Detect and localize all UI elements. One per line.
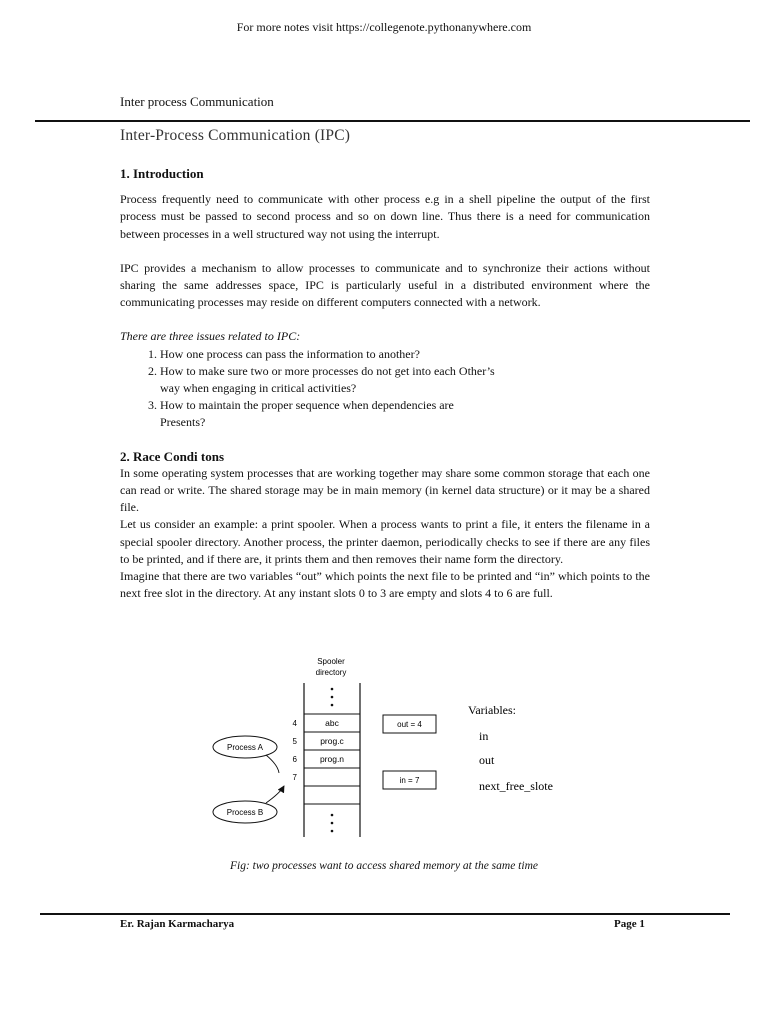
variables-title: Variables: (468, 703, 516, 717)
ellipsis-bottom (331, 814, 334, 833)
race-paragraph-3: Imagine that there are two variables “out” which points the next file to be printed and “in” which points to the next free slot in the directory. At any instant slots 0 to 3 are empty and slots 4 to 6 are full. (120, 569, 650, 601)
list-item: 1. How one process can pass the information to another? (160, 346, 500, 363)
header-note: For more notes visit https://collegenote.pythonanywhere.com (236, 20, 532, 34)
list-item: 2. How to make sure two or more processes do not get into each Other’s way when engaging in critical activities? (160, 363, 500, 397)
document-title: Inter-Process Communication (IPC) (120, 127, 351, 144)
race-paragraph-2: Let us consider an example: a print spooler. When a process wants to print a file, it enters the filename in a special spooler directory. Another process, the printer daemon, periodically checks to see if there are any files to be printed, and if there are, it prints them and then removes their name form the directory. (120, 517, 650, 566)
intro-paragraph-2: IPC provides a mechanism to allow processes to communicate and to synchronize their actions without sharing the same addresses space, IPC is particularly useful in a distributed environment where the communicating processes may reside on different computers connected with a network. (120, 260, 650, 310)
issues-title: There are three issues related to IPC: (120, 329, 301, 344)
running-head: Inter process Communication (120, 94, 274, 109)
variable-next-free-slot: next_free_slote (479, 779, 553, 793)
footer-author: Er. Rajan Karmacharya (120, 918, 235, 930)
spooler-figure (200, 655, 580, 845)
slot-index: 5 (292, 737, 297, 746)
slot-name: prog.n (319, 754, 345, 764)
variable-in: in (479, 729, 489, 743)
section-heading-introduction: 1. Introduction (120, 166, 204, 181)
process-b-label: Process B (226, 808, 264, 817)
variable-out: out (479, 753, 495, 767)
slot-name: abc (325, 718, 339, 728)
section-heading-race-conditions: 2. Race Condi tons (120, 448, 225, 464)
process-b-arrow (266, 786, 284, 803)
ellipsis-top (331, 688, 334, 707)
in-variable-label: in = 7 (399, 776, 420, 785)
header-rule (35, 120, 750, 122)
footer-page-number: Page 1 (614, 918, 645, 930)
footer-rule (40, 913, 730, 915)
figure-caption: Fig: two processes want to access shared memory at the same time (229, 860, 538, 872)
directory-label-line-2: directory (315, 668, 347, 677)
slot-index: 6 (292, 755, 297, 764)
list-item: 3. How to maintain the proper sequence when dependencies are Presents? (160, 397, 500, 431)
slot-index: 4 (292, 719, 297, 728)
directory-label-line-1: Spooler (317, 657, 345, 666)
spooler-diagram (200, 655, 580, 845)
slot-index: 7 (292, 773, 297, 782)
issues-list (120, 346, 650, 432)
race-paragraph-1: In some operating system processes that are working together may share some common storage that each one can read or write. The shared storage may be in main memory (in kernel data structure) or it may be a shared file. (120, 465, 650, 515)
out-variable-label: out = 4 (397, 720, 422, 729)
process-a-arrow (266, 755, 279, 773)
intro-paragraph-1: Process frequently need to communicate with other process e.g in a shell pipeline the output of the first process must be passed to second process and so on down line. Thus there is a need for communication between processes in a well structured way not using the interrupt. (120, 192, 650, 241)
main-content (120, 165, 650, 602)
slot-name: prog.c (320, 736, 344, 746)
process-a-label: Process A (226, 743, 264, 752)
